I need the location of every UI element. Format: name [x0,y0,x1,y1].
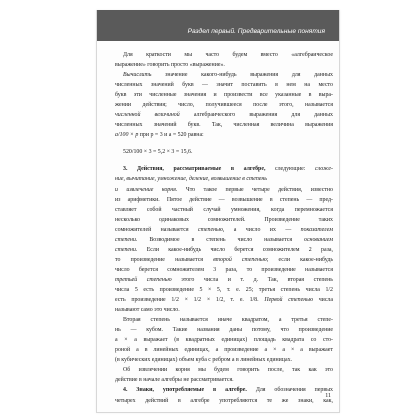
text-line: то произведение называется второй степенью; если какое-нибудь [115,256,334,263]
section-heading-line: 4. Знаки, употребляемые в алгебре. Для обозначения первых [123,387,333,394]
text-line: ние, вычитание, умножение, деление, возвышение в степень [115,176,267,183]
text-line: жении действия; число, получившееся после этого, называется [115,102,333,109]
text-line: численной величиной алгебраического выражения для данных [115,112,333,119]
text-line: четырех действий в алгебре употребляются те же знаки, как, [115,397,333,404]
page-number: 11 [325,393,331,399]
text-line: числа 5 есть произведение 5 × 5, т. е. 25; третья степень числа 1/2 [115,286,333,293]
text-line: выражение» говорить просто «выражение». [115,62,225,69]
formula: 520/100 × 3 = 5,2 × 3 = 15,6. [123,149,193,156]
text-line: a/100 × p при p = 3 и a = 520 равна: [115,132,204,139]
text-line: букв эти численные значения и произвести все указанные в выра- [115,92,333,99]
text-line: роной a в линейных единицах, а произведение a × a × a выражает [115,347,333,354]
section-heading-line: 3. Действия, рассматриваемые в алгебре, следующие: сложе- [123,166,333,173]
running-header [97,10,339,41]
book-page [96,10,340,413]
text-line: из арифметики. Пятое действие — возвышение в степень — пред- [115,196,333,203]
text-line: сомножителей называется степенью, а число их — показателем [115,226,333,233]
text-line: действие в начале алгебры не рассматривается. [115,377,234,384]
text-line: численных значений букв — значит поставить в нем на место [115,82,333,89]
text-line: Для краткости мы часто будем вместо «алгебраическое [123,52,333,58]
text-line: есть произведение 1/2 × 1/2 × 1/2, т. е. 1/8. Первой степенью числа [115,297,333,304]
text-line: число берется сомножителем 3 раза, то произведение называется [115,266,333,273]
running-title: Раздел первый. Предварительные понятия [187,28,325,35]
text-line: называют само это число. [115,307,180,314]
text-line: a × a выражает (в квадратных единицах) площадь квадрата со сто- [115,337,333,344]
text-line: третьей степенью этого числа и т. д. Так, вторая степень [115,276,333,283]
text-line: Вычислить значение какого-нибудь выражения для данных [123,72,333,79]
text-line: степени. Если какое-нибудь число берется сомножителем 2 раза, [115,246,333,253]
text-line: нь — кубом. Такие названия даны потому, что произведение [115,327,333,334]
text-line: Об извлечении корня мы будем говорить после, так как это [123,367,333,374]
text-line: (в кубических единицах) объем куба с ребром a в линейных единицах. [115,357,292,364]
text-line: Вторая степень называется иначе квадратом, а третья степе- [123,317,333,324]
text-line: и извлечение корня. Что такое первые четыре действия, известно [115,186,333,193]
text-line: несколько одинаковых сомножителей. Произведение таких [115,216,333,223]
text-line: ставляет собой частный случай умножения, когда перемножается [115,206,333,213]
text-line: численных значений букв. Так, численная величина выражения [115,122,333,129]
text-line: степени. Возводимое в степень число называется основанием [115,236,333,243]
page-body [115,50,333,406]
